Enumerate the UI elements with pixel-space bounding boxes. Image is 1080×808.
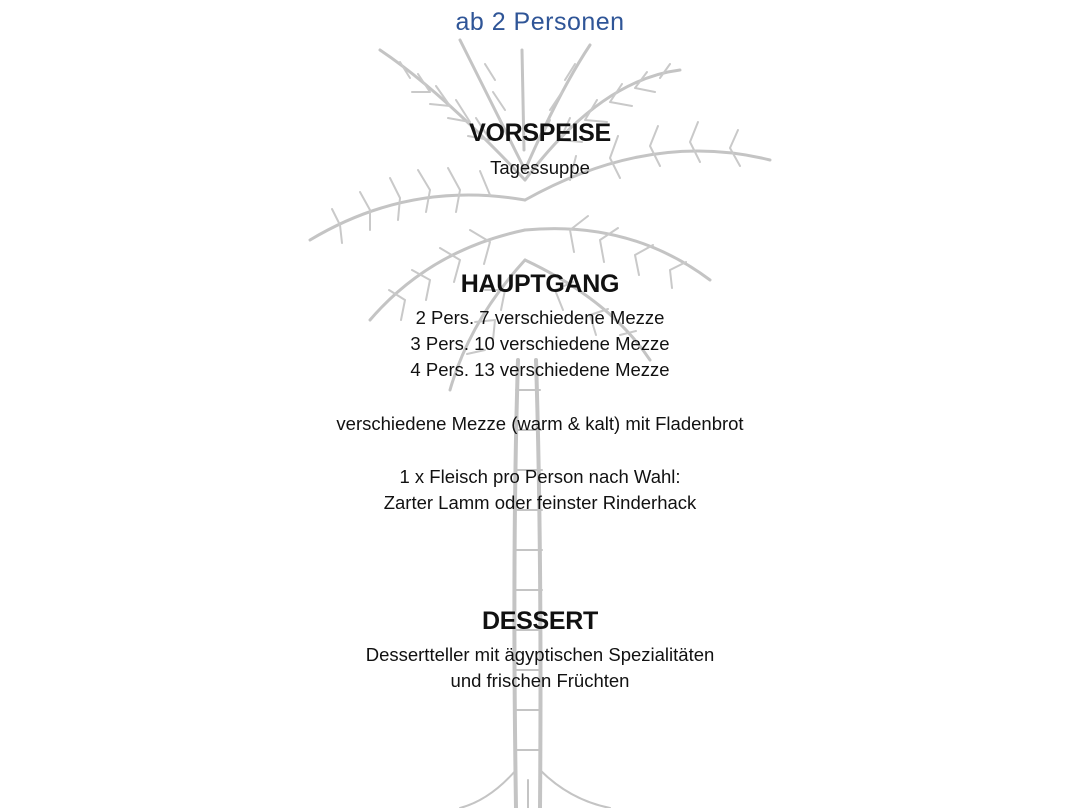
hauptgang-heading: HAUPTGANG — [460, 270, 620, 298]
hauptgang-description: verschiedene Mezze (warm & kalt) mit Fladenbrot — [336, 413, 744, 434]
dessert-line: und frischen Früchten — [450, 670, 630, 691]
vorspeise-item: Tagessuppe — [490, 157, 590, 178]
hauptgang-meat-choice: 1 x Fleisch pro Person nach Wahl: — [399, 466, 681, 487]
hauptgang-option: 3 Pers. 10 verschiedene Mezze — [410, 333, 670, 354]
hauptgang-option: 2 Pers. 7 verschiedene Mezze — [415, 307, 665, 328]
vorspeise-heading: VORSPEISE — [469, 119, 611, 147]
dessert-line: Dessertteller mit ägyptischen Spezialitäten — [365, 644, 715, 665]
dessert-heading: DESSERT — [482, 607, 598, 635]
hauptgang-option: 4 Pers. 13 verschiedene Mezze — [410, 359, 670, 380]
menu-subtitle: ab 2 Personen — [455, 8, 625, 36]
hauptgang-meat-options: Zarter Lamm oder feinster Rinderhack — [383, 492, 697, 513]
